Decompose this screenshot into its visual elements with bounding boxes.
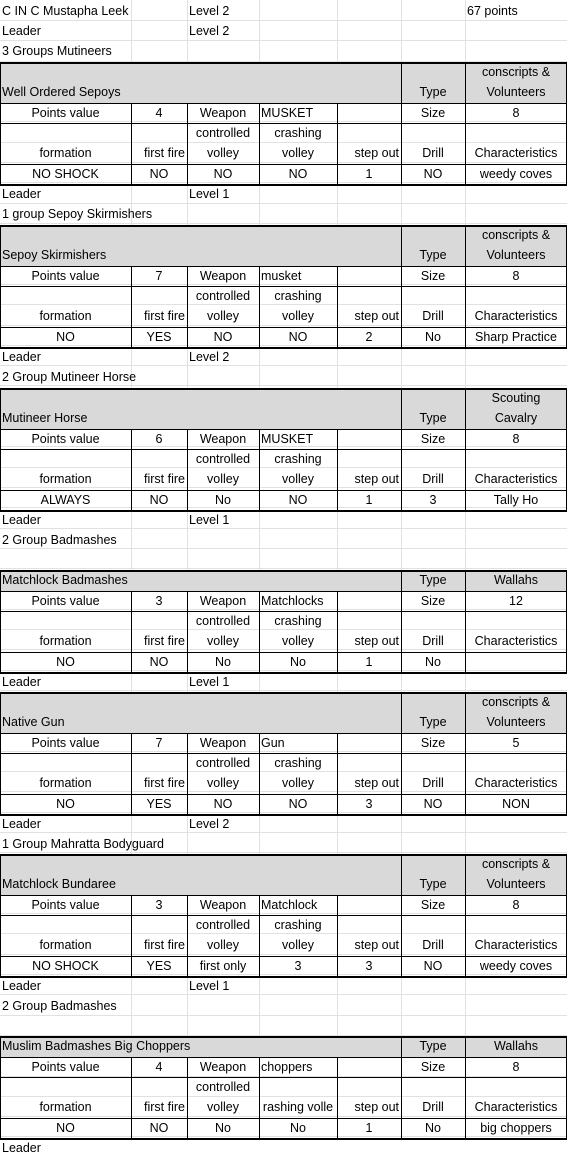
leader-level[interactable]: Level 1 <box>189 979 230 993</box>
weapon-label[interactable]: Weapon <box>199 898 247 912</box>
crashing-label[interactable]: crashing <box>274 918 322 932</box>
leader-label[interactable]: Leader <box>2 350 41 364</box>
unit-formation[interactable]: NO <box>56 655 75 669</box>
unit-size[interactable]: 12 <box>509 594 523 608</box>
unit-controlled[interactable]: NO <box>213 797 233 811</box>
unit-formation[interactable]: NO SHOCK <box>32 959 99 973</box>
leader-level[interactable]: Level 1 <box>189 675 230 689</box>
formation-label[interactable]: formation <box>39 938 92 952</box>
volley-label[interactable]: volley <box>207 309 239 323</box>
cinc-name[interactable]: C IN C Mustapha Leek <box>2 4 129 18</box>
controlled-label[interactable]: controlled <box>195 756 251 770</box>
points-value-label[interactable]: Points value <box>31 106 100 120</box>
crashing-volley-label[interactable]: volley <box>282 472 314 486</box>
controlled-label[interactable]: controlled <box>195 126 251 140</box>
first-fire-label[interactable]: first fire <box>144 309 185 323</box>
unit-type-line1[interactable]: conscripts & <box>481 65 551 79</box>
characteristics-label[interactable]: Characteristics <box>474 938 558 952</box>
unit-type-line2[interactable]: Volunteers <box>486 248 546 262</box>
size-label[interactable]: Size <box>420 898 446 912</box>
unit-formation[interactable]: ALWAYS <box>40 493 91 507</box>
leader-label[interactable]: Leader <box>2 187 41 201</box>
drill-label[interactable]: Drill <box>422 776 444 790</box>
crashing-volley-label[interactable]: volley <box>282 634 314 648</box>
points-value-label[interactable]: Points value <box>31 898 100 912</box>
unit-points[interactable]: 6 <box>155 432 163 446</box>
unit-controlled[interactable]: first only <box>199 959 247 973</box>
unit-name[interactable]: Well Ordered Sepoys <box>2 85 121 99</box>
size-label[interactable]: Size <box>420 594 446 608</box>
leader-label[interactable]: Leader <box>2 979 41 993</box>
unit-first-fire[interactable]: NO <box>149 493 169 507</box>
crashing-label[interactable]: crashing <box>274 614 322 628</box>
unit-type-line2[interactable]: Wallahs <box>494 573 538 587</box>
first-fire-label[interactable]: first fire <box>144 472 185 486</box>
formation-label[interactable]: formation <box>39 309 92 323</box>
unit-formation[interactable]: NO <box>56 330 75 344</box>
unit-type-line1[interactable]: conscripts & <box>481 695 551 709</box>
size-label[interactable]: Size <box>420 269 446 283</box>
weapon-label[interactable]: Weapon <box>199 432 247 446</box>
unit-weapon[interactable]: Matchlock <box>261 898 318 912</box>
unit-controlled[interactable]: No <box>215 655 231 669</box>
unit-weapon[interactable]: choppers <box>261 1060 313 1074</box>
unit-drill[interactable]: No <box>425 655 441 669</box>
unit-name[interactable]: Muslim Badmashes Big Choppers <box>2 1039 191 1053</box>
unit-size[interactable]: 8 <box>512 106 520 120</box>
cinc-level[interactable]: Level 2 <box>189 4 230 18</box>
first-fire-label[interactable]: first fire <box>144 1100 185 1114</box>
crashing-label[interactable]: crashing <box>274 126 322 140</box>
unit-step-out[interactable]: 1 <box>365 1121 373 1135</box>
type-label[interactable]: Type <box>419 573 447 587</box>
step-out-label[interactable]: step out <box>354 472 399 486</box>
leader-level[interactable]: Level 1 <box>189 513 230 527</box>
type-label[interactable]: Type <box>419 411 447 425</box>
unit-name[interactable]: Matchlock Badmashes <box>2 573 128 587</box>
controlled-label[interactable]: controlled <box>195 614 251 628</box>
unit-size[interactable]: 5 <box>512 736 520 750</box>
drill-label[interactable]: Drill <box>422 1100 444 1114</box>
group-label[interactable]: 1 Group Mahratta Bodyguard <box>2 837 164 851</box>
unit-weapon[interactable]: MUSKET <box>261 106 314 120</box>
weapon-label[interactable]: Weapon <box>199 1060 247 1074</box>
group-label[interactable]: 2 Group Badmashes <box>2 533 117 547</box>
type-label[interactable]: Type <box>419 1039 447 1053</box>
characteristics-label[interactable]: Characteristics <box>474 309 558 323</box>
controlled-label[interactable]: controlled <box>195 1080 251 1094</box>
points-value-label[interactable]: Points value <box>31 1060 100 1074</box>
first-fire-label[interactable]: first fire <box>144 146 185 160</box>
unit-drill[interactable]: NO <box>423 797 443 811</box>
unit-drill[interactable]: NO <box>423 167 443 181</box>
unit-type-line1[interactable]: conscripts & <box>481 857 551 871</box>
unit-controlled[interactable]: No <box>215 493 231 507</box>
weapon-label[interactable]: Weapon <box>199 106 247 120</box>
weapon-label[interactable]: Weapon <box>199 269 247 283</box>
crashing-volley-label[interactable]: volley <box>282 776 314 790</box>
unit-crashing[interactable]: No <box>290 655 306 669</box>
unit-crashing[interactable]: NO <box>288 797 308 811</box>
formation-label[interactable]: formation <box>39 146 92 160</box>
leader-level[interactable]: Level 2 <box>189 24 230 38</box>
unit-type-line2[interactable]: Volunteers <box>486 85 546 99</box>
group-label[interactable]: 2 Group Mutineer Horse <box>2 370 137 384</box>
drill-label[interactable]: Drill <box>422 634 444 648</box>
unit-points[interactable]: 4 <box>155 1060 163 1074</box>
unit-characteristics[interactable]: weedy coves <box>479 959 553 973</box>
unit-characteristics[interactable]: NON <box>502 797 530 811</box>
type-label[interactable]: Type <box>419 85 447 99</box>
formation-label[interactable]: formation <box>39 472 92 486</box>
unit-drill[interactable]: No <box>425 1121 441 1135</box>
controlled-label[interactable]: controlled <box>195 918 251 932</box>
unit-type-line2[interactable]: Cavalry <box>494 411 538 425</box>
size-label[interactable]: Size <box>420 432 446 446</box>
unit-points[interactable]: 3 <box>155 898 163 912</box>
characteristics-label[interactable]: Characteristics <box>474 634 558 648</box>
step-out-label[interactable]: step out <box>354 634 399 648</box>
unit-controlled[interactable]: NO <box>213 167 233 181</box>
weapon-label[interactable]: Weapon <box>199 594 247 608</box>
characteristics-label[interactable]: Characteristics <box>474 1100 558 1114</box>
unit-points[interactable]: 4 <box>155 106 163 120</box>
first-fire-label[interactable]: first fire <box>144 776 185 790</box>
weapon-label[interactable]: Weapon <box>199 736 247 750</box>
volley-label[interactable]: volley <box>207 634 239 648</box>
volley-label[interactable]: volley <box>207 472 239 486</box>
leader-level[interactable]: Level 2 <box>189 350 230 364</box>
groups-label[interactable]: 3 Groups Mutineers <box>2 44 112 58</box>
unit-crashing[interactable]: NO <box>288 330 308 344</box>
unit-characteristics[interactable]: big choppers <box>480 1121 552 1135</box>
step-out-label[interactable]: step out <box>354 1100 399 1114</box>
unit-name[interactable]: Matchlock Bundaree <box>2 877 116 891</box>
unit-step-out[interactable]: 3 <box>365 959 373 973</box>
leader-label[interactable]: Leader <box>2 513 41 527</box>
first-fire-label[interactable]: first fire <box>144 634 185 648</box>
step-out-label[interactable]: step out <box>354 776 399 790</box>
leader-label[interactable]: Leader <box>2 24 41 38</box>
unit-size[interactable]: 8 <box>512 1060 520 1074</box>
crashing-volley-label[interactable]: volley <box>282 938 314 952</box>
points-total[interactable]: 67 points <box>467 4 518 18</box>
crashing-volley-label[interactable]: volley <box>282 309 314 323</box>
step-out-label[interactable]: step out <box>354 146 399 160</box>
unit-points[interactable]: 3 <box>155 594 163 608</box>
type-label[interactable]: Type <box>419 248 447 262</box>
unit-first-fire[interactable]: NO <box>149 655 169 669</box>
unit-characteristics[interactable] <box>465 652 567 672</box>
unit-name[interactable]: Native Gun <box>2 715 65 729</box>
leader-label[interactable]: Leader <box>2 1141 41 1155</box>
unit-step-out[interactable]: 1 <box>365 493 373 507</box>
characteristics-label[interactable]: Characteristics <box>474 472 558 486</box>
volley-label[interactable]: volley <box>207 146 239 160</box>
unit-type-line2[interactable]: Wallahs <box>494 1039 538 1053</box>
drill-label[interactable]: Drill <box>422 309 444 323</box>
unit-characteristics[interactable]: Sharp Practice <box>475 330 557 344</box>
unit-points[interactable]: 7 <box>155 269 163 283</box>
volley-label[interactable]: volley <box>207 938 239 952</box>
unit-type-line2[interactable]: Volunteers <box>486 877 546 891</box>
unit-formation[interactable]: NO SHOCK <box>32 167 99 181</box>
leader-label[interactable]: Leader <box>2 675 41 689</box>
drill-label[interactable]: Drill <box>422 146 444 160</box>
unit-crashing[interactable]: NO <box>288 167 308 181</box>
unit-points[interactable]: 7 <box>155 736 163 750</box>
unit-controlled[interactable]: NO <box>213 330 233 344</box>
formation-label[interactable]: formation <box>39 776 92 790</box>
leader-level[interactable]: Level 2 <box>189 817 230 831</box>
type-label[interactable]: Type <box>419 715 447 729</box>
unit-first-fire[interactable]: YES <box>146 797 172 811</box>
size-label[interactable]: Size <box>420 106 446 120</box>
unit-size[interactable]: 8 <box>512 432 520 446</box>
unit-controlled[interactable]: No <box>215 1121 231 1135</box>
unit-step-out[interactable]: 2 <box>365 330 373 344</box>
unit-formation[interactable]: NO <box>56 1121 75 1135</box>
unit-first-fire[interactable]: NO <box>149 167 169 181</box>
unit-size[interactable]: 8 <box>512 898 520 912</box>
volley-label[interactable]: volley <box>207 1100 239 1114</box>
unit-step-out[interactable]: 3 <box>365 797 373 811</box>
size-label[interactable]: Size <box>420 1060 446 1074</box>
formation-label[interactable]: formation <box>39 634 92 648</box>
unit-weapon[interactable]: Matchlocks <box>261 594 324 608</box>
crashing-label[interactable]: crashing <box>274 289 322 303</box>
drill-label[interactable]: Drill <box>422 472 444 486</box>
leader-label[interactable]: Leader <box>2 817 41 831</box>
formation-label[interactable]: formation <box>39 1100 92 1114</box>
unit-name[interactable]: Mutineer Horse <box>2 411 88 425</box>
unit-drill[interactable]: 3 <box>429 493 437 507</box>
controlled-label[interactable]: controlled <box>195 289 251 303</box>
unit-weapon[interactable]: MUSKET <box>261 432 314 446</box>
drill-label[interactable]: Drill <box>422 938 444 952</box>
unit-size[interactable]: 8 <box>512 269 520 283</box>
unit-characteristics[interactable]: weedy coves <box>479 167 553 181</box>
crashing-volley-label[interactable]: rashing volle <box>262 1100 334 1114</box>
unit-weapon[interactable]: Gun <box>261 736 285 750</box>
unit-drill[interactable]: No <box>425 330 441 344</box>
step-out-label[interactable]: step out <box>354 309 399 323</box>
type-label[interactable]: Type <box>419 877 447 891</box>
step-out-label[interactable]: step out <box>354 938 399 952</box>
unit-first-fire[interactable]: YES <box>146 330 172 344</box>
crashing-label[interactable]: crashing <box>274 756 322 770</box>
unit-drill[interactable]: NO <box>423 959 443 973</box>
points-value-label[interactable]: Points value <box>31 594 100 608</box>
characteristics-label[interactable]: Characteristics <box>474 146 558 160</box>
crashing-label[interactable]: crashing <box>274 452 322 466</box>
points-value-label[interactable]: Points value <box>31 432 100 446</box>
unit-characteristics[interactable]: Tally Ho <box>493 493 539 507</box>
group-label[interactable]: 2 Group Badmashes <box>2 999 117 1013</box>
size-label[interactable]: Size <box>420 736 446 750</box>
leader-level[interactable]: Level 1 <box>189 187 230 201</box>
unit-type-line1[interactable]: Scouting <box>491 391 541 405</box>
group-label[interactable]: 1 group Sepoy Skirmishers <box>2 207 153 221</box>
crashing-volley-label[interactable]: volley <box>282 146 314 160</box>
points-value-label[interactable]: Points value <box>31 736 100 750</box>
unit-first-fire[interactable]: NO <box>149 1121 169 1135</box>
characteristics-label[interactable]: Characteristics <box>474 776 558 790</box>
unit-step-out[interactable]: 1 <box>365 167 373 181</box>
unit-crashing[interactable]: NO <box>288 493 308 507</box>
unit-type-line1[interactable]: conscripts & <box>481 228 551 242</box>
unit-type-line2[interactable]: Volunteers <box>486 715 546 729</box>
unit-step-out[interactable]: 1 <box>365 655 373 669</box>
first-fire-label[interactable]: first fire <box>144 938 185 952</box>
unit-crashing[interactable]: No <box>290 1121 306 1135</box>
unit-crashing[interactable]: 3 <box>294 959 302 973</box>
unit-first-fire[interactable]: YES <box>146 959 172 973</box>
points-value-label[interactable]: Points value <box>31 269 100 283</box>
unit-weapon[interactable]: musket <box>261 269 302 283</box>
unit-formation[interactable]: NO <box>56 797 75 811</box>
volley-label[interactable]: volley <box>207 776 239 790</box>
controlled-label[interactable]: controlled <box>195 452 251 466</box>
unit-name[interactable]: Sepoy Skirmishers <box>2 248 107 262</box>
